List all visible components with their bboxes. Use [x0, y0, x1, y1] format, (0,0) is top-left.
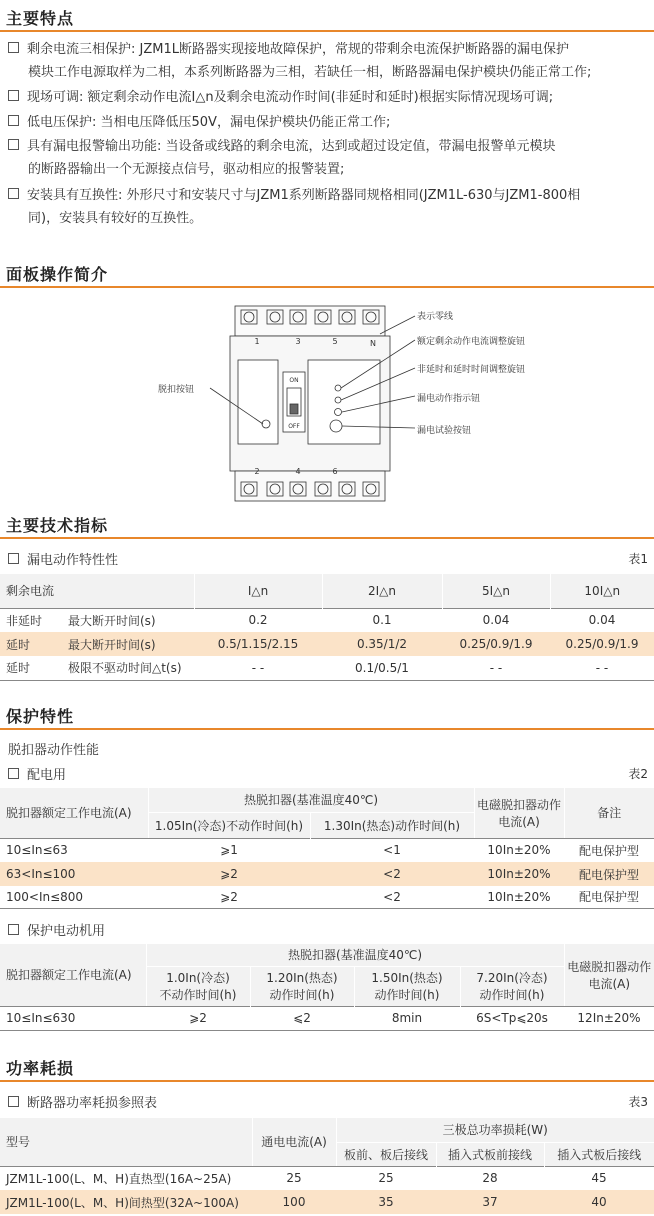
table-row: 延时 最大断开时间(s) 0.5/1.15/2.15 0.35/1/2 0.25/0.9/1.9 0.25/0.9/1.9 [0, 632, 654, 656]
neutral-label: N [370, 339, 376, 348]
table-header-row: 1.0In(冷态) 不动作时间(h) 1.20In(热态) 动作时间(h) 1.50In(热态) 动作时间(h) 7.20In(冷态) 动作时间(h) [0, 966, 654, 1006]
terminal-label: 6 [332, 467, 338, 476]
table-row: JZM1L-100(L、M、H)直热型(16A~25A) 25 25 28 45 [6, 1171, 607, 1186]
table4-subtitle: 断路器功率耗损参照表 [8, 1092, 157, 1111]
feature-item: 剩余电流三相保护: JZM1L断路器实现接地故障保护，常规的带剩余电流保护断路器的漏电保护 模块工作电源取样为二相，本系列断路器为三相，若缺任一相，断路器漏电保护模块仍能正常工作; [8, 38, 648, 84]
feature-item: 具有漏电报警输出功能: 当设备或线路的剩余电流，达到或超过设定值，带漏电报警单元模块 的断路器输出一个无源接点信号，驱动相应的报警装置; [8, 135, 648, 181]
checkbox-icon [8, 115, 19, 126]
section-title-features: 主要特点 [6, 9, 75, 28]
label-neutral: 表示零线 [417, 312, 454, 322]
table2-number: 表2 [628, 767, 648, 781]
table-row: JZM1L-100(L、M、H)间热型(32A~100A) 100 35 37 40 [0, 1190, 654, 1214]
section-divider [0, 1080, 654, 1082]
terminal-label: 3 [295, 337, 301, 346]
table-power-loss [0, 1118, 654, 1214]
table-row: 10≤In≤630 ⩾2 ⩽2 8min 6S<Tp⩽20s 12In±20% [0, 1006, 654, 1030]
feature-item: 现场可调: 额定剩余动作电流I△n及剩余电流动作时间(非延时和延时)根据实际情况现场可调; [8, 86, 648, 109]
terminal-label: 4 [295, 467, 301, 476]
table-residual-current [0, 574, 654, 681]
checkbox-icon [8, 768, 19, 779]
checkbox-icon [8, 42, 19, 53]
section-title-power: 功率耗损 [6, 1059, 75, 1078]
table-header-row: 脱扣器额定工作电流(A) 热脱扣器(基准温度40℃) 电磁脱扣器动作电流(A) [0, 944, 654, 966]
table-distribution [0, 788, 654, 909]
table-row: 10≤In≤63 ⩾1 <1 10In±20% 配电保护型 [6, 843, 639, 858]
section-divider [0, 30, 654, 32]
table-row: 63<In≤100 ⩾2 <2 10In±20% 配电保护型 [0, 862, 654, 886]
label-trip-button: 脱扣按钮 [158, 385, 195, 395]
table3-subtitle: 保护电动机用 [8, 920, 105, 939]
section-divider [0, 286, 654, 288]
release-performance-label: 脱扣器动作性能 [8, 743, 100, 758]
terminal-label: 5 [332, 337, 338, 346]
section-title-specs: 主要技术指标 [6, 516, 109, 535]
checkbox-icon [8, 139, 19, 150]
table-header-row: 型号 通电电流(A) 三极总功率损耗(W) [0, 1118, 654, 1142]
table-header-row: 板前、板后接线 插入式板前接线 插入式板后接线 [0, 1142, 654, 1166]
table2-subtitle: 配电用 [8, 764, 66, 783]
table-header-row: 1.05In(冷态)不动作时间(h) 1.30In(热态)动作时间(h) [0, 812, 654, 838]
section-divider [0, 537, 654, 539]
feature-item: 低电压保护: 当相电压降低压50V，漏电保护模块仍能正常工作; [8, 111, 648, 134]
section-title-panel: 面板操作简介 [6, 265, 109, 284]
checkbox-icon [8, 924, 19, 935]
table-header-row: 脱扣器额定工作电流(A) 热脱扣器(基准温度40℃) 电磁脱扣器动作电流(A) 备注 [0, 788, 654, 812]
label-indicator: 漏电动作指示钮 [417, 394, 481, 404]
section-title-protection: 保护特性 [6, 707, 75, 726]
label-test-button: 漏电试验按钮 [417, 426, 472, 436]
terminal-label: 2 [254, 467, 260, 476]
table-row: 100<In≤800 ⩾2 <2 10In±20% 配电保护型 [0, 886, 654, 908]
off-label: OFF [288, 423, 300, 430]
table-row: 非延时 最大断开时间(s) 0.2 0.1 0.04 0.04 [6, 613, 616, 628]
checkbox-icon [8, 1096, 19, 1107]
feature-item: 安装具有互换性: 外形尺寸和安装尺寸与JZM1系列断路器同规格相同(JZM1L-630与JZM1-800相 同)，安装具有较好的互换性。 [8, 184, 648, 230]
label-current-knob: 额定剩余动作电流调整旋钮 [417, 337, 526, 347]
table1-number: 表1 [628, 552, 648, 566]
table-motor-protection [0, 944, 654, 1031]
table1-subtitle: 漏电动作特性性 [8, 549, 118, 568]
on-label: ON [289, 377, 299, 384]
checkbox-icon [8, 188, 19, 199]
table4-number: 表3 [628, 1095, 648, 1109]
checkbox-icon [8, 90, 19, 101]
breaker-panel-diagram [140, 296, 560, 512]
section-divider [0, 728, 654, 730]
table-row: 延时 极限不驱动时间△t(s) - - 0.1/0.5/1 - - - - [0, 656, 654, 680]
checkbox-icon [8, 553, 19, 564]
table-header-row: 剩余电流 I△n 2I△n 5I△n 10I△n [0, 574, 654, 608]
terminal-label: 1 [254, 337, 260, 346]
label-time-knob: 非延时和延时时间调整旋钮 [417, 365, 526, 375]
